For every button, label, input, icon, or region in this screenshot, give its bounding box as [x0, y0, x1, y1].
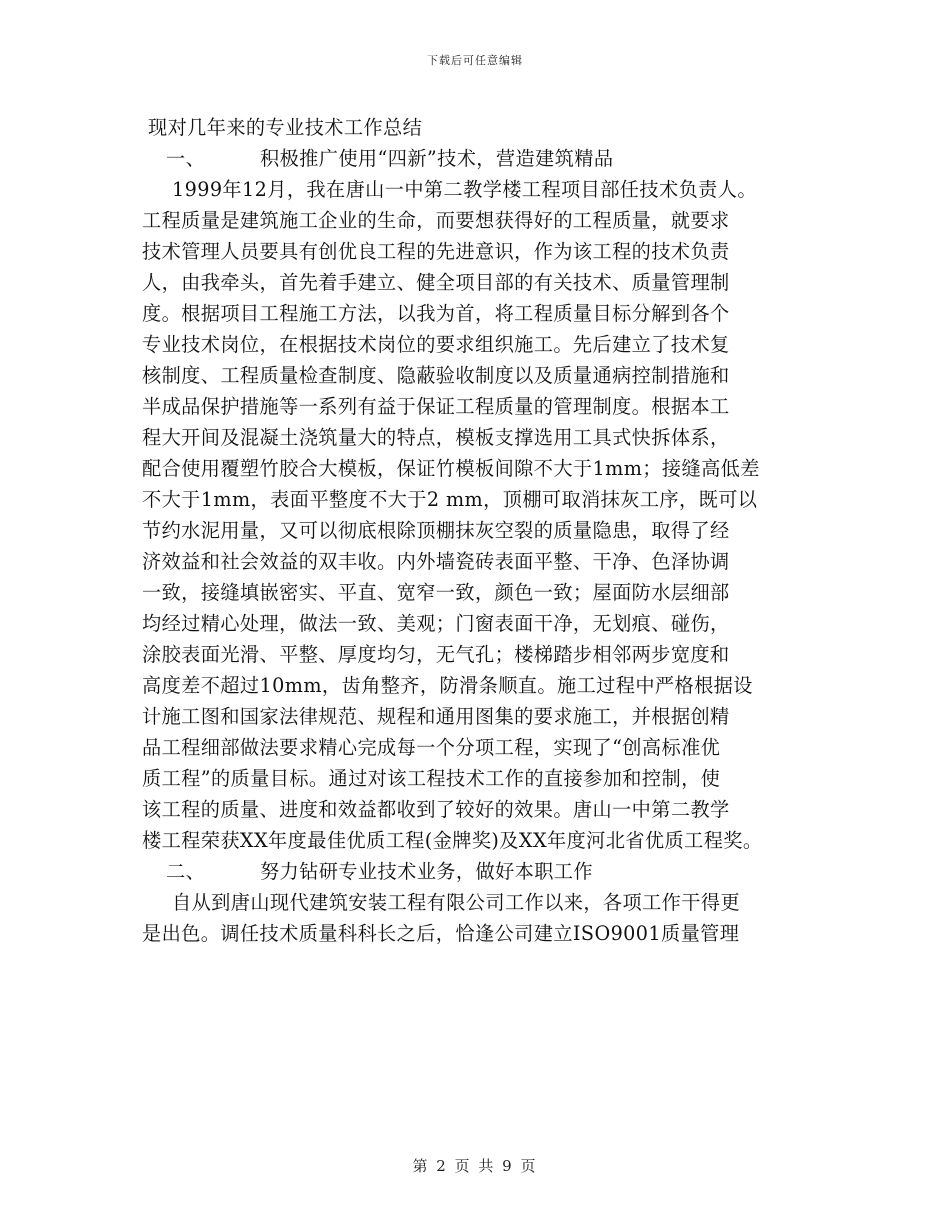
- paragraph-line: 一致，接缝填嵌密实、平直、宽窄一致，颜色一致；屋面防水层细部: [142, 581, 730, 604]
- paragraph-line: 济效益和社会效益的双丰收。内外墙瓷砖表面平整、干净、色泽协调: [142, 550, 730, 573]
- section-title: 积极推广使用“四新”技术，营造建筑精品: [260, 147, 614, 170]
- section-title: 努力钻研专业技术业务，做好本职工作: [260, 860, 593, 883]
- paragraph-line: 均经过精心处理，做法一致、美观；门窗表面干净，无划痕、碰伤，: [142, 612, 730, 635]
- paragraph-line: 自从到唐山现代建筑安装工程有限公司工作以来，各项工作干得更: [172, 891, 741, 914]
- section-heading-1: [142, 143, 832, 174]
- paragraph-line: 节约水泥用量，又可以彻底根除顶棚抹灰空裂的质量隐患，取得了经: [142, 519, 730, 542]
- paragraph-line: 是出色。调任技术质量科科长之后，恰逢公司建立ISO9001质量管理: [142, 922, 740, 945]
- paragraph-line: 专业技术岗位，在根据技术岗位的要求组织施工。先后建立了技术复: [142, 333, 730, 356]
- paragraph-line: 程大开间及混凝土浇筑量大的特点，模板支撑选用工具式快拆体系，: [142, 426, 730, 449]
- paragraph-line: 半成品保护措施等一系列有益于保证工程质量的管理制度。根据本工: [142, 395, 730, 418]
- paragraph-line: 不大于1mm，表面平整度不大于2 mm，顶棚可取消抹灰工序，既可以: [142, 488, 758, 511]
- page-footer: 第 2 页 共 9 页: [412, 1157, 538, 1175]
- paragraph-line: 工程质量是建筑施工企业的生命，而要想获得好的工程质量，就要求: [142, 209, 730, 232]
- section-number: 二、: [166, 860, 206, 883]
- paragraph-line: 技术管理人员要具有创优良工程的先进意识，作为该工程的技术负责: [142, 240, 730, 263]
- section-heading-2: [142, 856, 832, 887]
- section-number: 一、: [166, 147, 206, 170]
- document-body: [142, 112, 832, 949]
- paragraph-line: 核制度、工程质量检查制度、隐蔽验收制度以及质量通病控制措施和: [142, 364, 730, 387]
- paragraph-line: 高度差不超过10mm，齿角整齐，防滑条顺直。施工过程中严格根据设: [142, 674, 753, 697]
- paragraph-line: 计施工图和国家法律规范、规程和通用图集的要求施工，并根据创精: [142, 705, 730, 728]
- paragraph-line: 涂胶表面光滑、平整、厚度均匀，无气孔；楼梯踏步相邻两步宽度和: [142, 643, 730, 666]
- paragraph-line: 该工程的质量、进度和效益都收到了较好的效果。唐山一中第二教学: [142, 798, 730, 821]
- paragraph-line: 人，由我牵头，首先着手建立、健全项目部的有关技术、质量管理制: [142, 271, 730, 294]
- paragraph-line: 度。根据项目工程施工方法，以我为首，将工程质量目标分解到各个: [142, 302, 730, 325]
- page-header: 下载后可任意编辑: [427, 54, 523, 67]
- paragraph-line: 质工程”的质量目标。通过对该工程技术工作的直接参加和控制，使: [142, 767, 721, 790]
- paragraph-line: 楼工程荣获XX年度最佳优质工程(金牌奖)及XX年度河北省优质工程奖。: [142, 829, 763, 852]
- paragraph-line: 品工程细部做法要求精心完成每一个分项工程，实现了“创高标准优: [142, 736, 721, 759]
- paragraph-line: 1999年12月，我在唐山一中第二教学楼工程项目部任技术负责人。: [172, 178, 757, 201]
- document-title: 现对几年来的专业技术工作总结: [148, 116, 423, 139]
- paragraph-line: 配合使用覆塑竹胶合大模板，保证竹模板间隙不大于1mm；接缝高低差: [142, 457, 760, 480]
